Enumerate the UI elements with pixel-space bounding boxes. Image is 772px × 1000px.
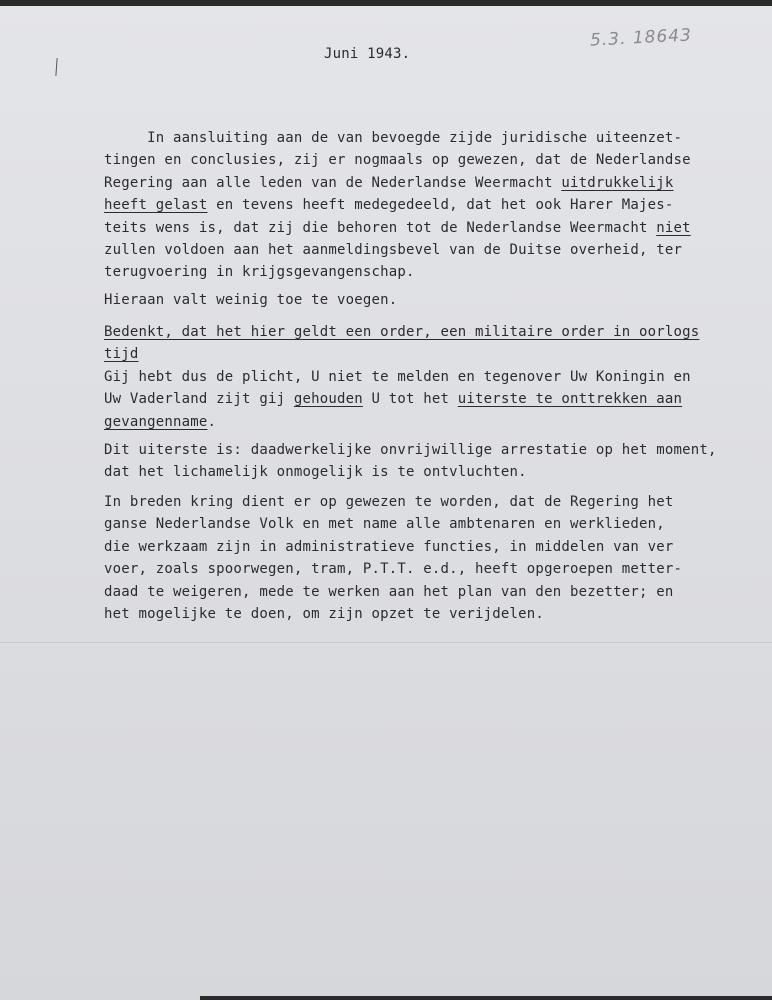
text-segment: ganse Nederlandse Volk en met name alle ambtenaren en werklieden,: [104, 516, 665, 533]
text-line: [104, 440, 717, 460]
text-line: [104, 367, 691, 387]
text-line: [104, 412, 216, 432]
text-line: [104, 492, 674, 512]
underlined-text: uitdrukkelijk: [561, 174, 674, 191]
underlined-text: niet: [656, 219, 691, 236]
text-segment: Uw Vaderland zijt gij: [104, 391, 294, 408]
text-line: [104, 218, 691, 238]
text-line: [104, 262, 415, 282]
text-line: [104, 173, 674, 193]
text-line: [104, 344, 139, 364]
text-segment: Hieraan valt weinig toe te voegen.: [104, 292, 398, 308]
underlined-text: tijd: [104, 346, 139, 363]
text-segment: teits wens is, dat zij die behoren tot de Nederlandse Weermacht: [104, 219, 657, 236]
archive-number-handwritten: 5.3. 18643: [589, 25, 693, 51]
text-segment: die werkzaam zijn in administratieve functies, in middelen van ver: [104, 538, 674, 555]
text-segment: daad te weigeren, mede te werken aan het plan van den bezetter; en: [104, 583, 674, 600]
underlined-text: gevangenname: [104, 413, 208, 430]
text-line: [104, 462, 527, 482]
text-segment: In aansluiting aan de van bevoegde zijde juridische uiteenzet-: [104, 130, 683, 146]
paper-fold-line: [0, 642, 772, 643]
text-line: [104, 322, 699, 342]
text-line: [104, 514, 665, 534]
underlined-text: gehouden: [293, 391, 363, 408]
text-segment: Regering aan alle leden van de Nederlandse Weermacht: [104, 174, 562, 191]
underlined-text: uiterste te onttrekken aan: [457, 391, 683, 408]
text-line: [104, 195, 674, 215]
text-line: [104, 582, 674, 602]
scan-bottom-edge: [200, 996, 772, 1000]
text-line: [104, 389, 682, 409]
text-line: [104, 150, 691, 170]
scan-top-edge: [0, 0, 772, 6]
underlined-text: Bedenkt, dat het hier geldt een order, een militaire order in oorlogs: [104, 324, 700, 340]
text-segment: dat het lichamelijk onmogelijk is te ontvluchten.: [104, 464, 527, 481]
text-segment: zullen voldoen aan het aanmeldingsbevel van de Duitse overheid, ter: [104, 242, 683, 258]
text-line: [104, 240, 682, 260]
text-segment: en tevens heeft medegedeeld, dat het ook Harer Majes-: [207, 197, 674, 214]
text-line: [104, 559, 682, 579]
text-line: [104, 537, 674, 557]
text-segment: terugvoering in krijgsgevangenschap.: [104, 264, 415, 281]
text-segment: het mogelijke te doen, om zijn opzet te verijdelen.: [104, 606, 545, 622]
document-date: Juni 1943.: [324, 46, 411, 62]
text-segment: .: [207, 413, 217, 430]
underlined-text: heeft gelast: [104, 197, 208, 214]
text-segment: In breden kring dient er op gewezen te worden, dat de Regering het: [104, 494, 674, 510]
text-segment: tingen en conclusies, zij er nogmaals op gewezen, dat de Nederlandse: [104, 152, 691, 169]
text-segment: U tot het: [362, 391, 458, 408]
text-segment: Dit uiterste is: daadwerkelijke onvrijwillige arrestatie op het moment,: [104, 442, 717, 458]
text-line: [104, 128, 682, 148]
text-segment: Gij hebt dus de plicht, U niet te melden en tegenover Uw Koningin en: [104, 368, 691, 385]
text-segment: voer, zoals spoorwegen, tram, P.T.T. e.d., heeft opgeroepen metter-: [104, 561, 683, 578]
margin-pen-mark: [55, 58, 57, 76]
text-line: [104, 290, 397, 310]
text-line: [104, 604, 544, 624]
